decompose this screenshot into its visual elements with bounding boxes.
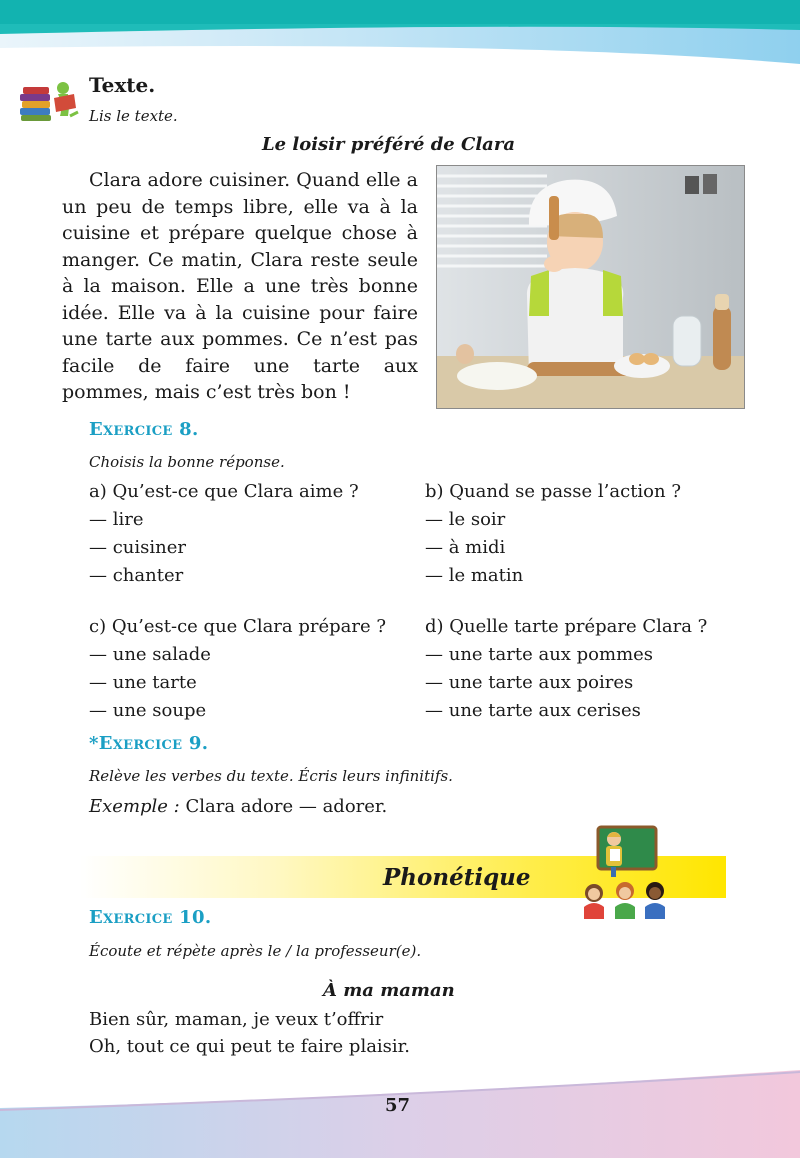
story-paragraph: Clara adore cuisiner. Quand elle a un peu de temps libre, elle va à la cuisine et prépare quelque chose à manger. Ce matin, Clara reste seule à la maison. Elle a une très bonne idée. Elle va à la cuisine pour faire une tarte aux pommes. Ce n’est pas facile de faire une tarte aux pommes, mais c’est très bon ! bbox=[62, 169, 418, 403]
answer-option: — à midi bbox=[425, 537, 506, 558]
answer-option: — cuisiner bbox=[89, 537, 186, 558]
answer-option: — une tarte aux pommes bbox=[425, 644, 654, 665]
question-d bbox=[425, 613, 707, 725]
question-a bbox=[89, 478, 359, 590]
answer-option: — une tarte aux cerises bbox=[425, 700, 641, 721]
exercise-9-instruction: Relève les verbes du texte. Écris leurs infinitifs. bbox=[89, 767, 453, 785]
phonetics-title: Phonétique bbox=[383, 864, 531, 891]
question-text: b) Quand se passe l’action ? bbox=[425, 481, 681, 502]
answer-option: — une tarte aux poires bbox=[425, 672, 634, 693]
answer-option: — une soupe bbox=[89, 700, 207, 721]
exercise-8-heading: Exercice 8. bbox=[89, 419, 199, 440]
exercise-9-example bbox=[89, 796, 387, 817]
girl-cooking-photo bbox=[436, 165, 745, 409]
example-text: Clara adore — adorer. bbox=[179, 796, 388, 817]
section-title: Texte. bbox=[89, 73, 156, 97]
reading-instruction: Lis le texte. bbox=[89, 107, 178, 125]
question-text: d) Quelle tarte prépare Clara ? bbox=[425, 616, 708, 637]
poem-line: Oh, tout ce qui peut te faire plaisir. bbox=[89, 1036, 411, 1057]
exercise-10-heading: Exercice 10. bbox=[89, 907, 212, 928]
poem-body bbox=[89, 1006, 410, 1060]
poem-line: Bien sûr, maman, je veux t’offrir bbox=[89, 1009, 384, 1030]
story-title: Le loisir préféré de Clara bbox=[262, 134, 515, 155]
answer-option: — lire bbox=[89, 509, 144, 530]
poem-title: À ma maman bbox=[323, 980, 455, 1001]
exercise-8-instruction: Choisis la bonne réponse. bbox=[89, 453, 285, 471]
question-c bbox=[89, 613, 386, 725]
top-decorative-band bbox=[0, 0, 800, 80]
answer-option: — le matin bbox=[425, 565, 524, 586]
answer-option: — une salade bbox=[89, 644, 211, 665]
answer-option: — chanter bbox=[89, 565, 184, 586]
books-reading-icon bbox=[18, 76, 82, 124]
example-label: Exemple : bbox=[89, 796, 180, 817]
answer-option: — le soir bbox=[425, 509, 506, 530]
story-text bbox=[62, 167, 418, 406]
page-number: 57 bbox=[385, 1095, 411, 1116]
question-text: c) Qu’est-ce que Clara prépare ? bbox=[89, 616, 387, 637]
question-b bbox=[425, 478, 681, 590]
exercise-10-instruction: Écoute et répète après le / la professeur(e). bbox=[89, 942, 422, 960]
question-text: a) Qu’est-ce que Clara aime ? bbox=[89, 481, 359, 502]
classroom-teacher-icon bbox=[580, 823, 672, 923]
answer-option: — une tarte bbox=[89, 672, 197, 693]
exercise-9-heading: *Exercice 9. bbox=[89, 733, 209, 754]
